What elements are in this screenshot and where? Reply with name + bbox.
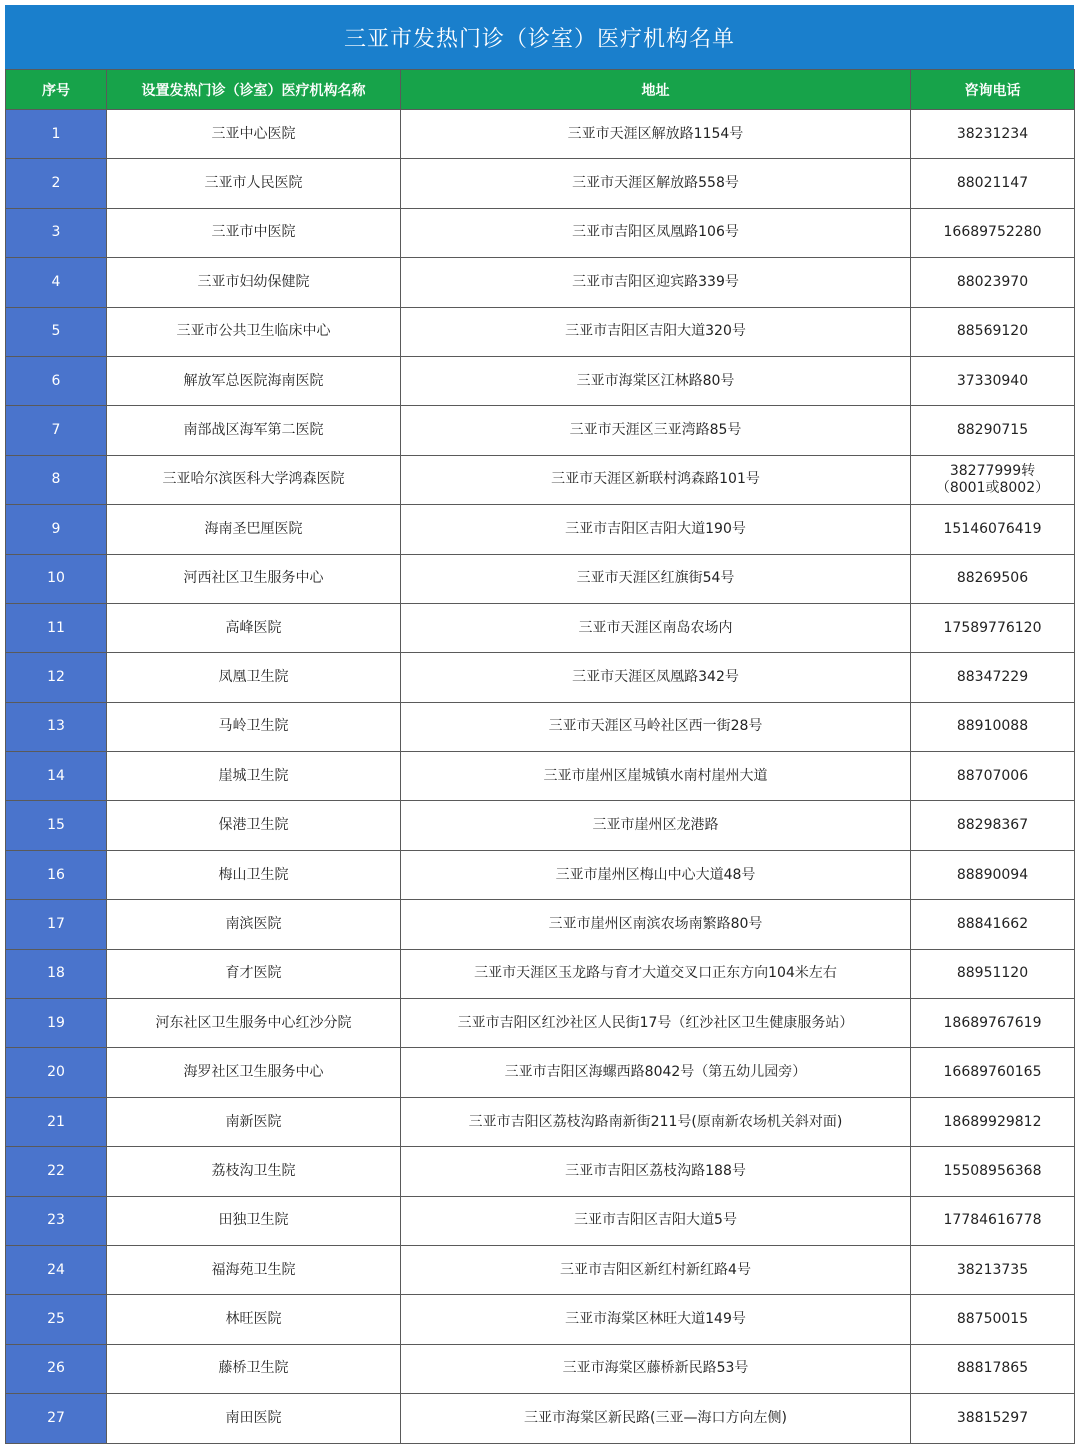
address-cell: 三亚市吉阳区吉阳大道320号 [401, 307, 911, 356]
institution-name-cell: 三亚市中医院 [107, 208, 401, 257]
address-cell: 三亚市天涯区红旗街54号 [401, 554, 911, 603]
table-row [6, 653, 1075, 702]
phone-cell [911, 554, 1075, 603]
phone-cell [911, 1344, 1075, 1393]
phone-number: 88841662 [956, 915, 1029, 932]
table-row [6, 1048, 1075, 1097]
phone-cell [911, 653, 1075, 702]
institution-name-cell: 海南圣巴厘医院 [107, 505, 401, 554]
table-row [6, 159, 1075, 208]
row-index-cell: 24 [6, 1245, 107, 1294]
row-index-cell: 17 [6, 900, 107, 949]
phone-cell [911, 406, 1075, 455]
phone-number: 88021147 [956, 175, 1029, 192]
address-cell: 三亚市天涯区马岭社区西一街28号 [401, 702, 911, 751]
clinic-table [5, 69, 1075, 1444]
institution-name-cell: 三亚中心医院 [107, 110, 401, 159]
row-index-cell: 18 [6, 949, 107, 998]
phone-cell [911, 159, 1075, 208]
phone-number: 18689929812 [943, 1113, 1042, 1130]
phone-cell [911, 999, 1075, 1048]
table-row [6, 752, 1075, 801]
institution-name-cell: 高峰医院 [107, 603, 401, 652]
table-row [6, 455, 1075, 504]
phone-number: 88569120 [956, 323, 1029, 340]
phone-extension: （8001或8002） [935, 479, 1050, 496]
address-cell: 三亚市天涯区南岛农场内 [401, 603, 911, 652]
phone-cell [911, 900, 1075, 949]
table-row [6, 900, 1075, 949]
phone-number: 15508956368 [943, 1162, 1042, 1179]
table-row [6, 702, 1075, 751]
address-cell: 三亚市崖州区梅山中心大道48号 [401, 850, 911, 899]
column-header-address: 地址 [401, 70, 911, 110]
institution-name-cell: 南新医院 [107, 1097, 401, 1146]
phone-cell [911, 801, 1075, 850]
table-row [6, 307, 1075, 356]
column-header-index: 序号 [6, 70, 107, 110]
row-index-cell: 9 [6, 505, 107, 554]
row-index-cell: 13 [6, 702, 107, 751]
row-index-cell: 22 [6, 1147, 107, 1196]
table-row [6, 1295, 1075, 1344]
phone-number: 88910088 [956, 718, 1029, 735]
phone-cell [911, 455, 1075, 504]
row-index-cell: 27 [6, 1394, 107, 1443]
phone-cell [911, 850, 1075, 899]
page-title: 三亚市发热门诊（诊室）医疗机构名单 [5, 5, 1074, 69]
table-row [6, 1344, 1075, 1393]
address-cell: 三亚市天涯区玉龙路与育才大道交叉口正东方向104米左右 [401, 949, 911, 998]
institution-name-cell: 解放军总医院海南医院 [107, 356, 401, 405]
phone-cell [911, 1245, 1075, 1294]
address-cell: 三亚市吉阳区海螺西路8042号（第五幼儿园旁） [401, 1048, 911, 1097]
row-index-cell: 19 [6, 999, 107, 1048]
row-index-cell: 2 [6, 159, 107, 208]
phone-cell [911, 752, 1075, 801]
row-index-cell: 20 [6, 1048, 107, 1097]
table-row [6, 801, 1075, 850]
address-cell: 三亚市天涯区凤凰路342号 [401, 653, 911, 702]
phone-number: 88750015 [956, 1311, 1029, 1328]
table-row [6, 999, 1075, 1048]
table-row [6, 949, 1075, 998]
phone-number: 88817865 [956, 1360, 1029, 1377]
table-row [6, 1394, 1075, 1443]
phone-number: 88023970 [956, 273, 1029, 290]
column-header-name: 设置发热门诊（诊室）医疗机构名称 [107, 70, 401, 110]
phone-cell [911, 505, 1075, 554]
row-index-cell: 3 [6, 208, 107, 257]
table-row [6, 356, 1075, 405]
phone-cell [911, 1196, 1075, 1245]
phone-cell [911, 702, 1075, 751]
table-row [6, 1245, 1075, 1294]
address-cell: 三亚市天涯区三亚湾路85号 [401, 406, 911, 455]
phone-number: 88951120 [956, 965, 1029, 982]
institution-name-cell: 马岭卫生院 [107, 702, 401, 751]
row-index-cell: 25 [6, 1295, 107, 1344]
address-cell: 三亚市崖州区南滨农场南繁路80号 [401, 900, 911, 949]
address-cell: 三亚市吉阳区迎宾路339号 [401, 258, 911, 307]
phone-cell [911, 258, 1075, 307]
address-cell: 三亚市海棠区新民路(三亚—海口方向左侧) [401, 1394, 911, 1443]
phone-cell [911, 1295, 1075, 1344]
row-index-cell: 8 [6, 455, 107, 504]
institution-name-cell: 保港卫生院 [107, 801, 401, 850]
institution-name-cell: 河东社区卫生服务中心红沙分院 [107, 999, 401, 1048]
address-cell: 三亚市崖州区龙港路 [401, 801, 911, 850]
institution-name-cell: 南滨医院 [107, 900, 401, 949]
table-row [6, 505, 1075, 554]
row-index-cell: 1 [6, 110, 107, 159]
institution-name-cell: 崖城卫生院 [107, 752, 401, 801]
institution-name-cell: 海罗社区卫生服务中心 [107, 1048, 401, 1097]
address-cell: 三亚市崖州区崖城镇水南村崖州大道 [401, 752, 911, 801]
phone-number: 88298367 [956, 817, 1029, 834]
institution-name-cell: 育才医院 [107, 949, 401, 998]
institution-name-cell: 三亚市公共卫生临床中心 [107, 307, 401, 356]
institution-name-cell: 南田医院 [107, 1394, 401, 1443]
row-index-cell: 23 [6, 1196, 107, 1245]
table-header-row [6, 70, 1075, 110]
phone-cell [911, 1147, 1075, 1196]
address-cell: 三亚市天涯区新联村鸿森路101号 [401, 455, 911, 504]
phone-number: 88890094 [956, 866, 1029, 883]
phone-cell [911, 110, 1075, 159]
column-header-phone: 咨询电话 [911, 70, 1075, 110]
phone-cell [911, 1097, 1075, 1146]
phone-number: 17589776120 [943, 619, 1042, 636]
institution-name-cell: 河西社区卫生服务中心 [107, 554, 401, 603]
phone-cell [911, 356, 1075, 405]
address-cell: 三亚市吉阳区荔枝沟路188号 [401, 1147, 911, 1196]
table-row [6, 1097, 1075, 1146]
phone-number: 88290715 [956, 422, 1029, 439]
row-index-cell: 4 [6, 258, 107, 307]
phone-number: 88347229 [956, 668, 1029, 685]
phone-number: 38277999转 [949, 462, 1036, 479]
phone-cell [911, 208, 1075, 257]
phone-number: 18689767619 [943, 1014, 1042, 1031]
row-index-cell: 15 [6, 801, 107, 850]
address-cell: 三亚市吉阳区荔枝沟路南新街211号(原南新农场机关斜对面) [401, 1097, 911, 1146]
phone-number: 88269506 [956, 570, 1029, 587]
table-row [6, 258, 1075, 307]
phone-cell [911, 1048, 1075, 1097]
institution-name-cell: 福海苑卫生院 [107, 1245, 401, 1294]
institution-name-cell: 三亚市妇幼保健院 [107, 258, 401, 307]
row-index-cell: 6 [6, 356, 107, 405]
address-cell: 三亚市吉阳区红沙社区人民街17号（红沙社区卫生健康服务站） [401, 999, 911, 1048]
row-index-cell: 12 [6, 653, 107, 702]
row-index-cell: 14 [6, 752, 107, 801]
address-cell: 三亚市吉阳区新红村新红路4号 [401, 1245, 911, 1294]
address-cell: 三亚市吉阳区吉阳大道190号 [401, 505, 911, 554]
address-cell: 三亚市吉阳区凤凰路106号 [401, 208, 911, 257]
table-row [6, 603, 1075, 652]
phone-number: 38815297 [956, 1409, 1029, 1426]
institution-name-cell: 林旺医院 [107, 1295, 401, 1344]
phone-number: 37330940 [956, 372, 1029, 389]
address-cell: 三亚市海棠区林旺大道149号 [401, 1295, 911, 1344]
phone-number: 16689752280 [943, 224, 1042, 241]
phone-number: 15146076419 [943, 520, 1042, 537]
phone-number: 38231234 [956, 125, 1029, 142]
row-index-cell: 16 [6, 850, 107, 899]
row-index-cell: 21 [6, 1097, 107, 1146]
institution-name-cell: 藤桥卫生院 [107, 1344, 401, 1393]
institution-name-cell: 田独卫生院 [107, 1196, 401, 1245]
institution-name-cell: 三亚哈尔滨医科大学鸿森医院 [107, 455, 401, 504]
table-row [6, 850, 1075, 899]
address-cell: 三亚市天涯区解放路1154号 [401, 110, 911, 159]
institution-name-cell: 三亚市人民医院 [107, 159, 401, 208]
phone-number: 17784616778 [943, 1212, 1042, 1229]
table-row [6, 406, 1075, 455]
table-row [6, 1147, 1075, 1196]
phone-number: 16689760165 [943, 1064, 1042, 1081]
row-index-cell: 26 [6, 1344, 107, 1393]
address-cell: 三亚市海棠区藤桥新民路53号 [401, 1344, 911, 1393]
phone-number: 88707006 [956, 767, 1029, 784]
institution-name-cell: 南部战区海军第二医院 [107, 406, 401, 455]
row-index-cell: 11 [6, 603, 107, 652]
phone-cell [911, 307, 1075, 356]
row-index-cell: 5 [6, 307, 107, 356]
row-index-cell: 7 [6, 406, 107, 455]
address-cell: 三亚市天涯区解放路558号 [401, 159, 911, 208]
phone-cell [911, 1394, 1075, 1443]
phone-cell [911, 603, 1075, 652]
institution-name-cell: 凤凰卫生院 [107, 653, 401, 702]
institution-name-cell: 梅山卫生院 [107, 850, 401, 899]
address-cell: 三亚市吉阳区吉阳大道5号 [401, 1196, 911, 1245]
phone-number: 38213735 [956, 1261, 1029, 1278]
phone-cell [911, 949, 1075, 998]
table-row [6, 1196, 1075, 1245]
row-index-cell: 10 [6, 554, 107, 603]
table-row [6, 110, 1075, 159]
table-row [6, 208, 1075, 257]
institution-name-cell: 荔枝沟卫生院 [107, 1147, 401, 1196]
address-cell: 三亚市海棠区江林路80号 [401, 356, 911, 405]
table-row [6, 554, 1075, 603]
